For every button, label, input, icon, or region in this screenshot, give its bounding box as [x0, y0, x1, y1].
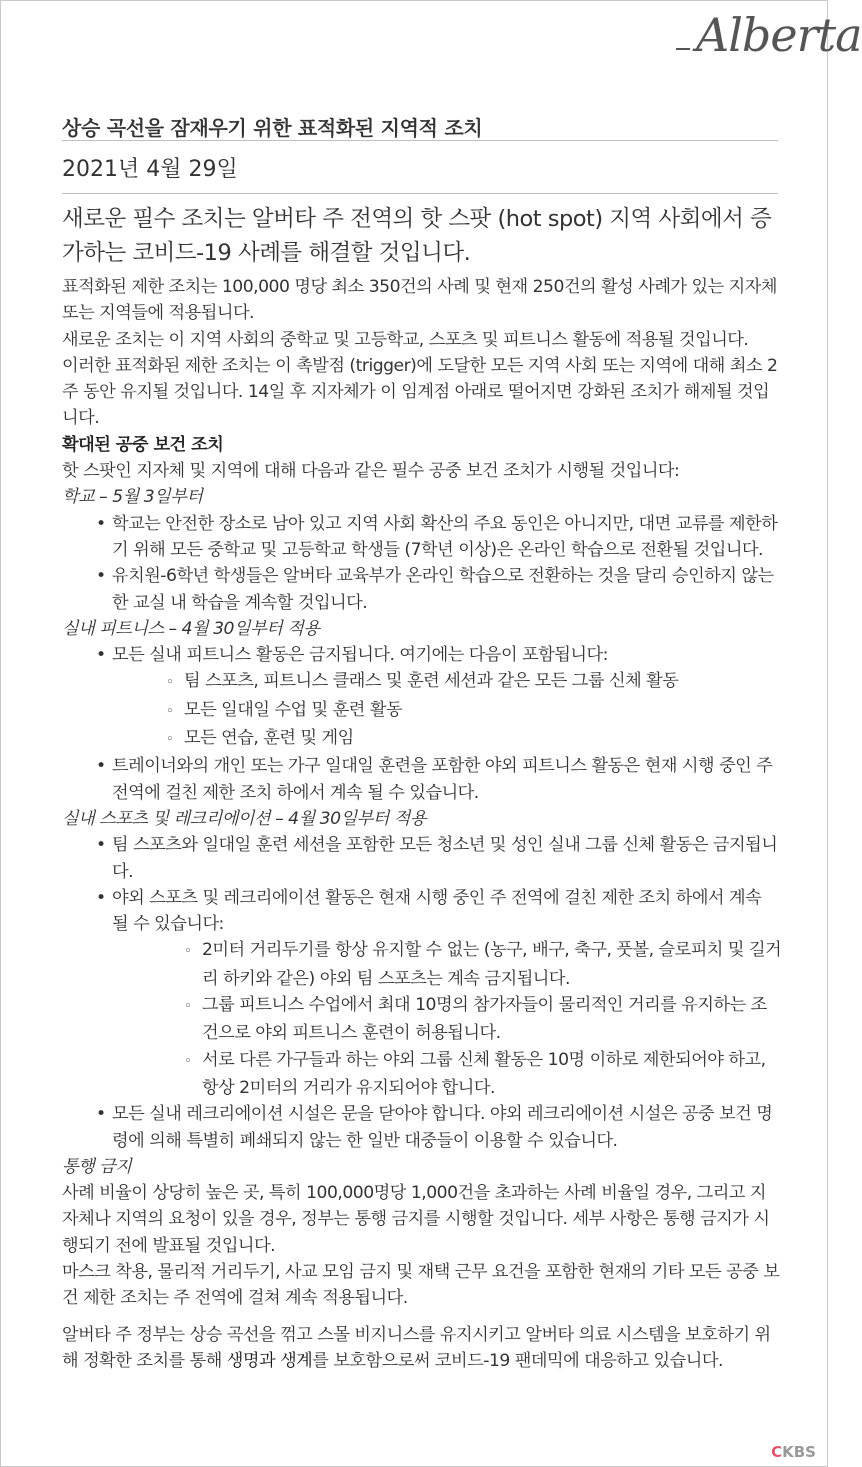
sports-list [62, 832, 782, 1154]
sublist-item: ◦ 2미터 거리두기를 항상 유지할 수 없는 (농구, 배구, 축구, 풋볼, 슬로피치 및 길거리 하키와 같은) 야외 팀 스포츠는 계속 금지됩니다. [112, 937, 782, 992]
schools-list [62, 511, 782, 616]
intro-paragraph: 새로운 조치는 이 지역 사회의 중학교 및 고등학교, 스포츠 및 피트니스 활동에 적용될 것입니다. [62, 329, 749, 350]
curfew-heading: 통행 금지 [62, 1156, 132, 1177]
sports-sublist [112, 937, 782, 1101]
list-item: • 모든 실내 레크리에이션 시설은 문을 닫아야 합니다. 야외 레크리에이션 시설은 공중 보건 명령에 의해 특별히 폐쇄되지 않는 한 일반 대중들이 이용할 수 있습니다. [62, 1101, 782, 1154]
sports-heading: 실내 스포츠 및 레크리에이션 – 4월 30일부터 적용 [62, 808, 427, 829]
logo-wordmark: Alberta [696, 8, 862, 62]
fitness-sublist [112, 668, 782, 753]
intro-paragraph: 이러한 표적화된 제한 조치는 이 촉발점 (trigger)에 도달한 모든 지역 사회 또는 지역에 대해 최소 2주 동안 유지될 것입니다. 14일 후 지자체가 이 임계점 아래로 떨어지면 강화된 조치가 해제될 것입니다. [62, 355, 778, 429]
schools-heading: 학교 – 5월 3일부터 [62, 487, 203, 508]
fitness-list [62, 642, 782, 806]
release-date: 2021년 4월 29일 [62, 157, 238, 182]
fitness-heading: 실내 피트니스 – 4월 30일부터 적용 [62, 618, 320, 639]
closing-paragraph [62, 1322, 782, 1375]
kbs-watermark [771, 1443, 816, 1461]
closing-text: 알버타 주 정부는 상승 곡선을 꺾고 스몰 비지니스를 유지시키고 알버타 의료 시스템을 보호하기 위해 정확한 조치를 통해 [62, 1324, 771, 1371]
sublist-item: ◦ 그룹 피트니스 수업에서 최대 10명의 참가자들이 물리적인 거리를 유지하는 조건으로 야외 피트니스 훈련이 허용됩니다. [112, 992, 782, 1047]
intro-paragraph: 표적화된 제한 조치는 100,000 명당 최소 350건의 사례 및 현재 250건의 활성 사례가 있는 지자체 또는 지역들에 적용됩니다. [62, 277, 777, 324]
sublist-item: ◦ 서로 다른 가구들과 하는 야외 그룹 신체 활동은 10명 이하로 제한되어야 하고, 항상 2미터의 거리가 유지되어야 합니다. [112, 1047, 782, 1102]
closing-text: 를 보호함으로써 코비드-19 팬데믹에 대응하고 있습니다. [312, 1350, 723, 1371]
list-item [62, 885, 782, 1101]
measures-intro: 핫 스팟인 지자체 및 지역에 대해 다음과 같은 필수 공중 보건 조치가 시행될 것입니다: [62, 461, 680, 482]
other-measures-paragraph: 마스크 착용, 물리적 거리두기, 사교 모임 금지 및 재택 근무 요건을 포함한 현재의 기타 모든 공중 보건 제한 조치는 주 전역에 걸쳐 계속 적용됩니다. [62, 1261, 780, 1309]
sublist-item: ◦ 팀 스포츠, 피트니스 클래스 및 훈련 세션과 같은 모든 그룹 신체 활동 [112, 668, 782, 696]
logo-rule [676, 48, 690, 50]
watermark-c: C [771, 1443, 783, 1461]
list-item: • 트레이너와의 개인 또는 가구 일대일 훈련을 포함한 야외 피트니스 활동은 현재 시행 중인 주 전역에 걸친 제한 조치 하에서 계속 될 수 있습니다. [62, 753, 782, 806]
curfew-paragraph: 사례 비율이 상당히 높은 곳, 특히 100,000명당 1,000건을 초과하는 사례 비율일 경우, 그리고 지자체나 지역의 요청이 있을 경우, 정부는 통행 금지를 시행할 것입니다. 세부 사항은 통행 금지가 시행되기 전에 발표될 것입니다. [62, 1183, 770, 1256]
watermark-rest: KBS [782, 1443, 816, 1461]
sublist-item: ◦ 모든 연습, 훈련 및 게임 [112, 725, 782, 753]
lede-summary: 새로운 필수 조치는 알버타 주 전역의 핫 스팟 (hot spot) 지역 사회에서 증가하는 코비드-19 사례를 해결할 것입니다. [62, 206, 772, 266]
sublist-item: ◦ 모든 일대일 수업 및 훈련 활동 [112, 697, 782, 725]
lives-livelihoods-link[interactable]: 생명과 생계 [226, 1350, 313, 1371]
list-item: • 유치원-6학년 학생들은 알버타 교육부가 온라인 학습으로 전환하는 것을 달리 승인하지 않는 한 교실 내 학습을 계속할 것입니다. [62, 563, 782, 616]
list-item-text: 야외 스포츠 및 레크리에이션 활동은 현재 시행 중인 주 전역에 걸친 제한 조치 하에서 계속 될 수 있습니다: [112, 887, 762, 935]
list-item [62, 642, 782, 753]
measures-heading: 확대된 공중 보건 조치 [62, 434, 224, 455]
page-title: 상승 곡선을 잠재우기 위한 표적화된 지역적 조치 [62, 116, 483, 140]
date-divider [62, 193, 778, 194]
article-body [62, 274, 782, 1374]
alberta-logo[interactable] [676, 8, 862, 68]
title-divider [62, 140, 778, 141]
list-item: • 팀 스포츠와 일대일 훈련 세션을 포함한 모든 청소년 및 성인 실내 그룹 신체 활동은 금지됩니다. [62, 832, 782, 885]
list-item: • 학교는 안전한 장소로 남아 있고 지역 사회 확산의 주요 동인은 아니지만, 대면 교류를 제한하기 위해 모든 중학교 및 고등학교 학생들 (7학년 이상)은 온라인 학습으로 전환될 것입니다. [62, 511, 782, 564]
list-item-text: 모든 실내 피트니스 활동은 금지됩니다. 여기에는 다음이 포함됩니다: [112, 645, 608, 666]
